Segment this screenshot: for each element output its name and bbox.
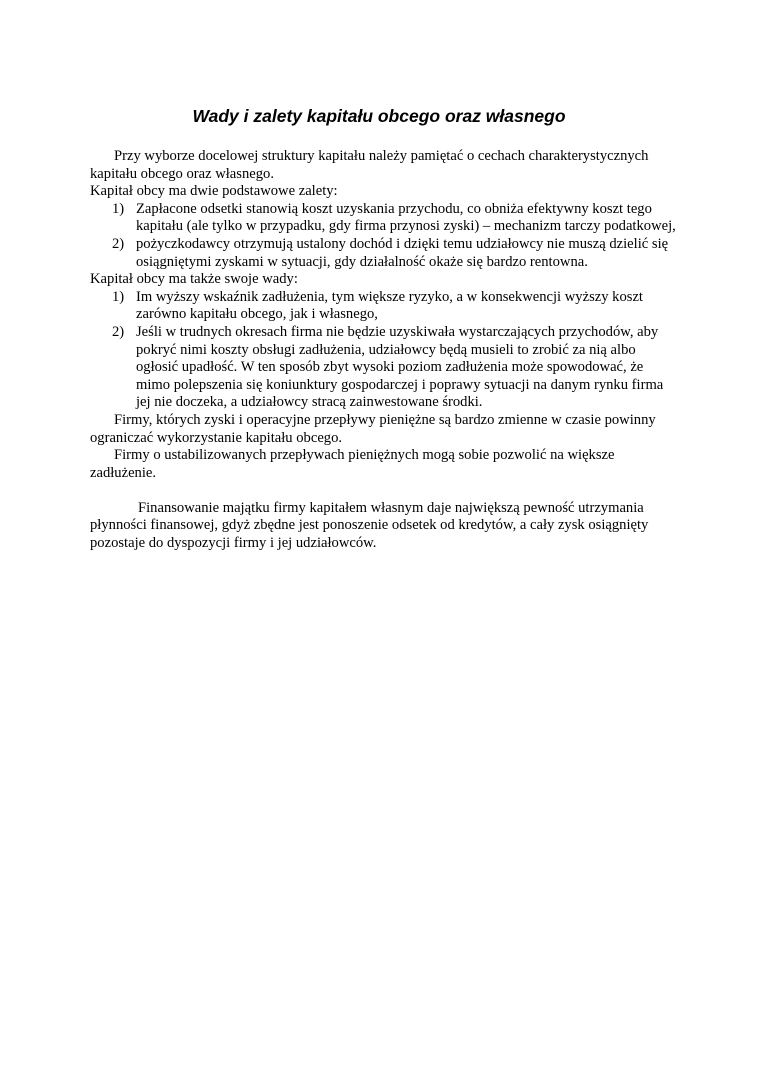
list-item [90, 324, 680, 412]
variable-cashflow-paragraph: Firmy, których zyski i operacyjne przepływy pieniężne są bardzo zmienne w czasie powinny ograniczać wykorzystanie kapitału obcego. [90, 411, 656, 446]
advantages-list [90, 201, 680, 271]
list-item-text: Zapłacone odsetki stanowią koszt uzyskania przychodu, co obniża efektywny koszt tego kapitału (ale tylko w przypadku, gdy firma przynosi zyski) – mechanizm tarczy podatkowej, [136, 200, 676, 235]
list-item-number: 2) [112, 323, 125, 340]
disadvantages-list [90, 289, 680, 412]
list-item-number: 1) [112, 288, 125, 305]
list-item-text: Jeśli w trudnych okresach firma nie będzie uzyskiwała wystarczających przychodów, aby pokryć nimi koszty obsługi zadłużenia, udziałowcy będą musieli to zrobić za nią albo ogłosić upadłość. W ten sposób zbyt wysoki poziom zadłużenia może spowodować, że mimo polepszenia się koniunktury gospodarczej i poprawy sytuacji na danym rynku firma jej nie doczeka, a udziałowcy stracą zainwestowane środki. [136, 323, 664, 411]
list-item-number: 2) [112, 235, 125, 252]
list-item-text: Im wyższy wskaźnik zadłużenia, tym większe ryzyko, a w konsekwencji wyższy koszt zarówno kapitału obcego, jak i własnego, [136, 288, 643, 323]
list-item-text: pożyczkodawcy otrzymują ustalony dochód i dzięki temu udziałowcy nie muszą dzielić się osiągniętymi zyskami w sytuacji, gdy działalność okaże się bardzo rentowna. [136, 235, 669, 270]
disadvantages-heading: Kapitał obcy ma także swoje wady: [90, 271, 298, 288]
intro-paragraph: Przy wyborze docelowej struktury kapitału należy pamiętać o cechach charakterystycznych kapitału obcego oraz własnego. [90, 148, 649, 182]
document-body [90, 148, 680, 553]
list-item [90, 236, 680, 271]
list-item [90, 201, 680, 236]
equity-financing-paragraph: Finansowanie majątku firmy kapitałem własnym daje największą pewność utrzymania płynności finansowej, gdyż zbędne jest ponoszenie odsetek od kredytów, a cały zysk osiągnięty pozostaje do dyspozycji firmy i jej udziałowców. [90, 499, 649, 552]
page-title: Wady i zalety kapitału obcego oraz własnego [192, 106, 566, 126]
advantages-heading: Kapitał obcy ma dwie podstawowe zalety: [90, 183, 338, 200]
list-item [90, 289, 680, 324]
list-item-number: 1) [112, 200, 125, 217]
stable-cashflow-paragraph: Firmy o ustabilizowanych przepływach pieniężnych mogą sobie pozwolić na większe zadłużenie. [90, 447, 615, 481]
blank-line [90, 482, 680, 500]
